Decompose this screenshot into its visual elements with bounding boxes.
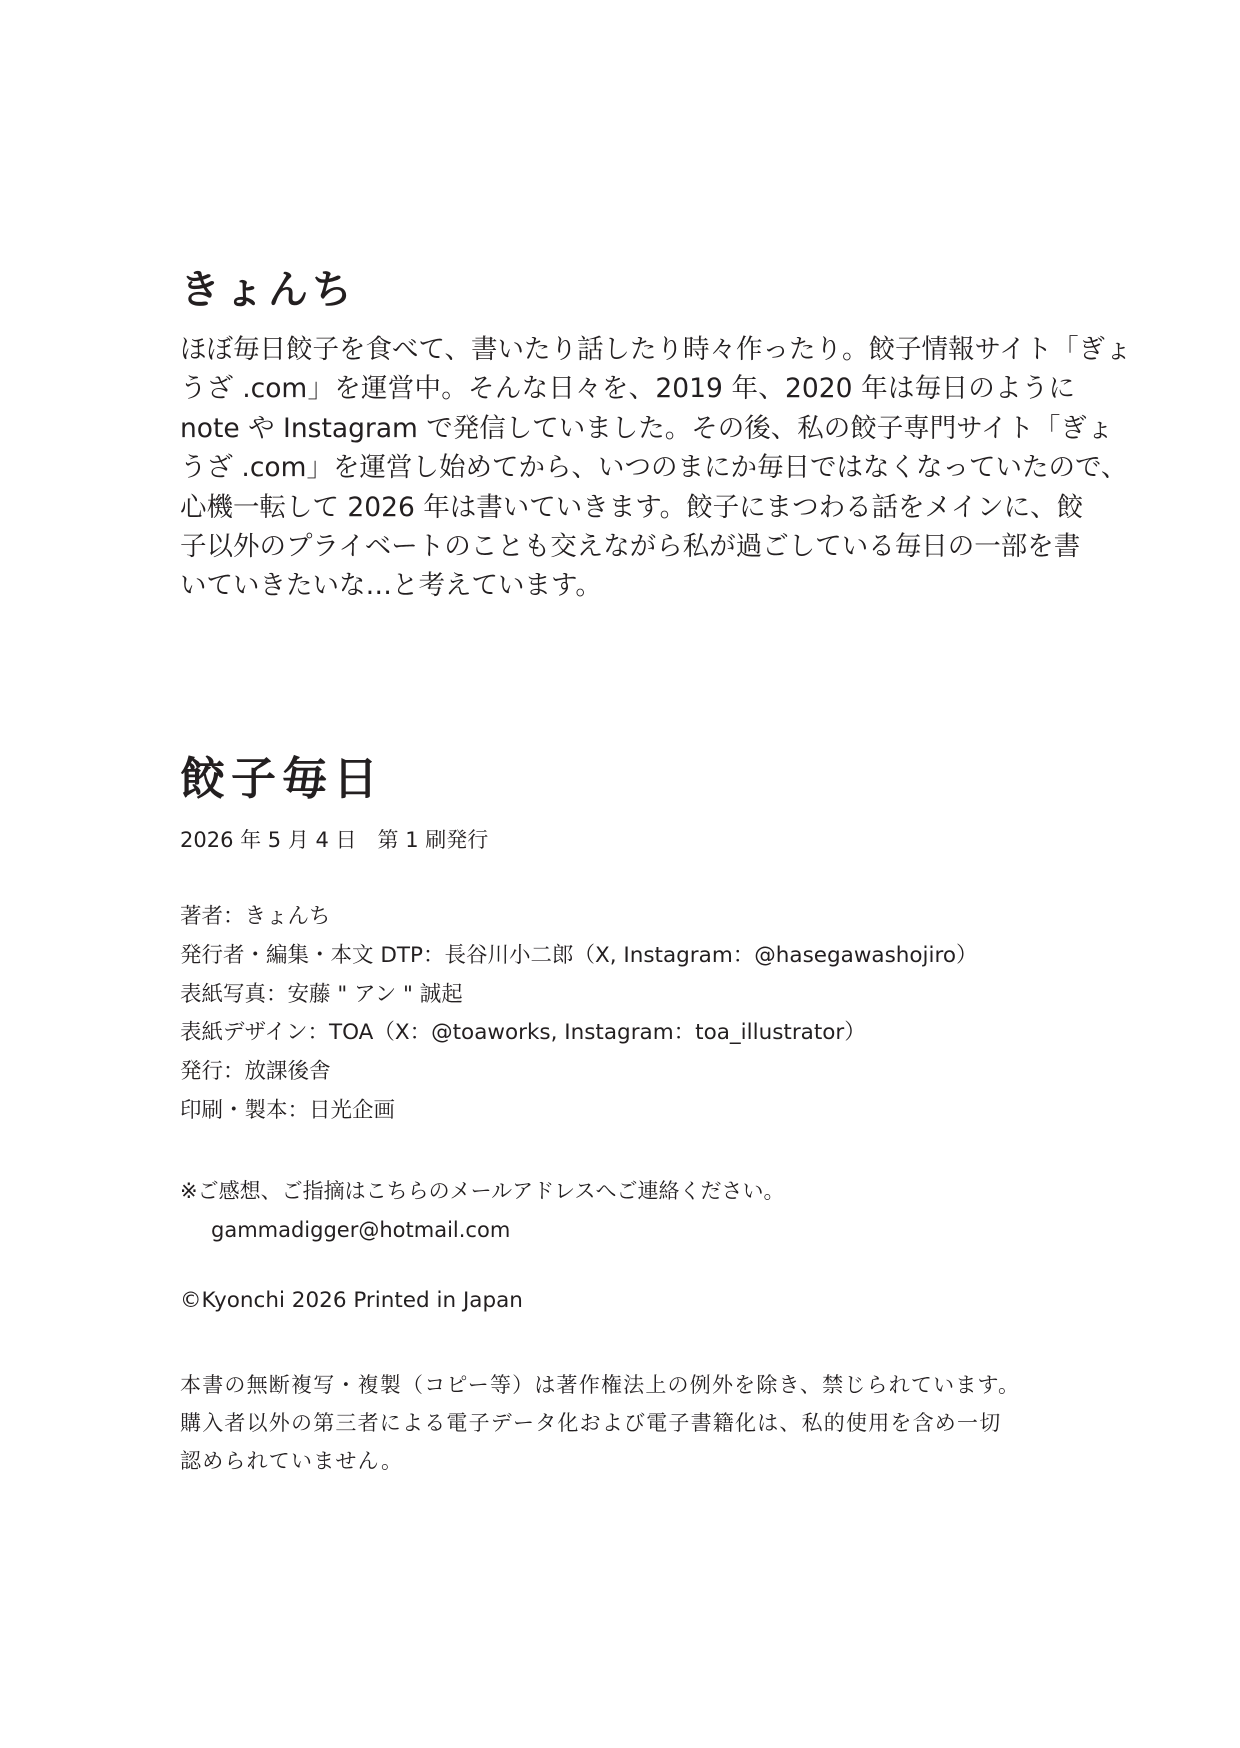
bio-line: 子以外のプライベートのことも交えながら私が過ごしている毎日の一部を書 xyxy=(180,531,1081,563)
bio-line: ほぼ毎日餃子を食べて、書いたり話したり時々作ったり。餃子情報サイト「ぎょ xyxy=(180,334,1132,365)
legal-line: 認められていません。 xyxy=(180,1449,404,1473)
contact-email: gammadigger@hotmail.com xyxy=(211,1218,511,1242)
book-title: 餃子毎日 xyxy=(180,752,385,805)
copyright: ©Kyonchi 2026 Printed in Japan xyxy=(180,1288,523,1313)
credit-cover-design: 表紙デザイン：TOA（X：@toaworks, Instagram：toa_illustrator） xyxy=(180,1020,866,1046)
credit-author: 著者：きょんち xyxy=(180,904,331,929)
legal-line: 購入者以外の第三者による電子データ化および電子書籍化は、私的使用を含め一切 xyxy=(180,1411,1002,1435)
bio-line: うざ .com」を運営中。そんな日々を、2019 年、2020 年は毎日のように xyxy=(180,373,1075,405)
credit-publisher-editor: 発行者・編集・本文 DTP：長谷川小二郎（X, Instagram：@hasegawashojiro） xyxy=(180,942,978,968)
publication-date: 2026 年 5 月 4 日 第 1 刷発行 xyxy=(180,828,489,852)
credit-cover-photo: 表紙写真：安藤 " アン " 誠起 xyxy=(180,981,463,1007)
contact-block xyxy=(180,1172,785,1250)
legal-notice xyxy=(180,1366,1020,1480)
author-bio xyxy=(180,330,1132,606)
bio-line: 心機一転して 2026 年は書いていきます。餃子にまつわる話をメインに、餃 xyxy=(180,491,1084,523)
author-heading: きょんち xyxy=(180,267,356,313)
bio-line: うざ .com」を運営し始めてから、いつのまにか毎日ではなくなっていたので、 xyxy=(180,452,1128,484)
bio-line: いていきたいな…と考えています。 xyxy=(180,570,602,602)
credits-list xyxy=(180,898,978,1131)
contact-note: ※ご感想、ご指摘はこちらのメールアドレスへご連絡ください。 xyxy=(180,1179,785,1203)
legal-line: 本書の無断複写・複製（コピー等）は著作権法上の例外を除き、禁じられています。 xyxy=(180,1373,1021,1397)
credit-printing: 印刷・製本：日光企画 xyxy=(180,1097,396,1123)
bio-line: note や Instagram で発信していました。その後、私の餃子専門サイト「ぎょ xyxy=(180,412,1114,444)
credit-publisher: 発行：放課後舎 xyxy=(180,1059,331,1085)
